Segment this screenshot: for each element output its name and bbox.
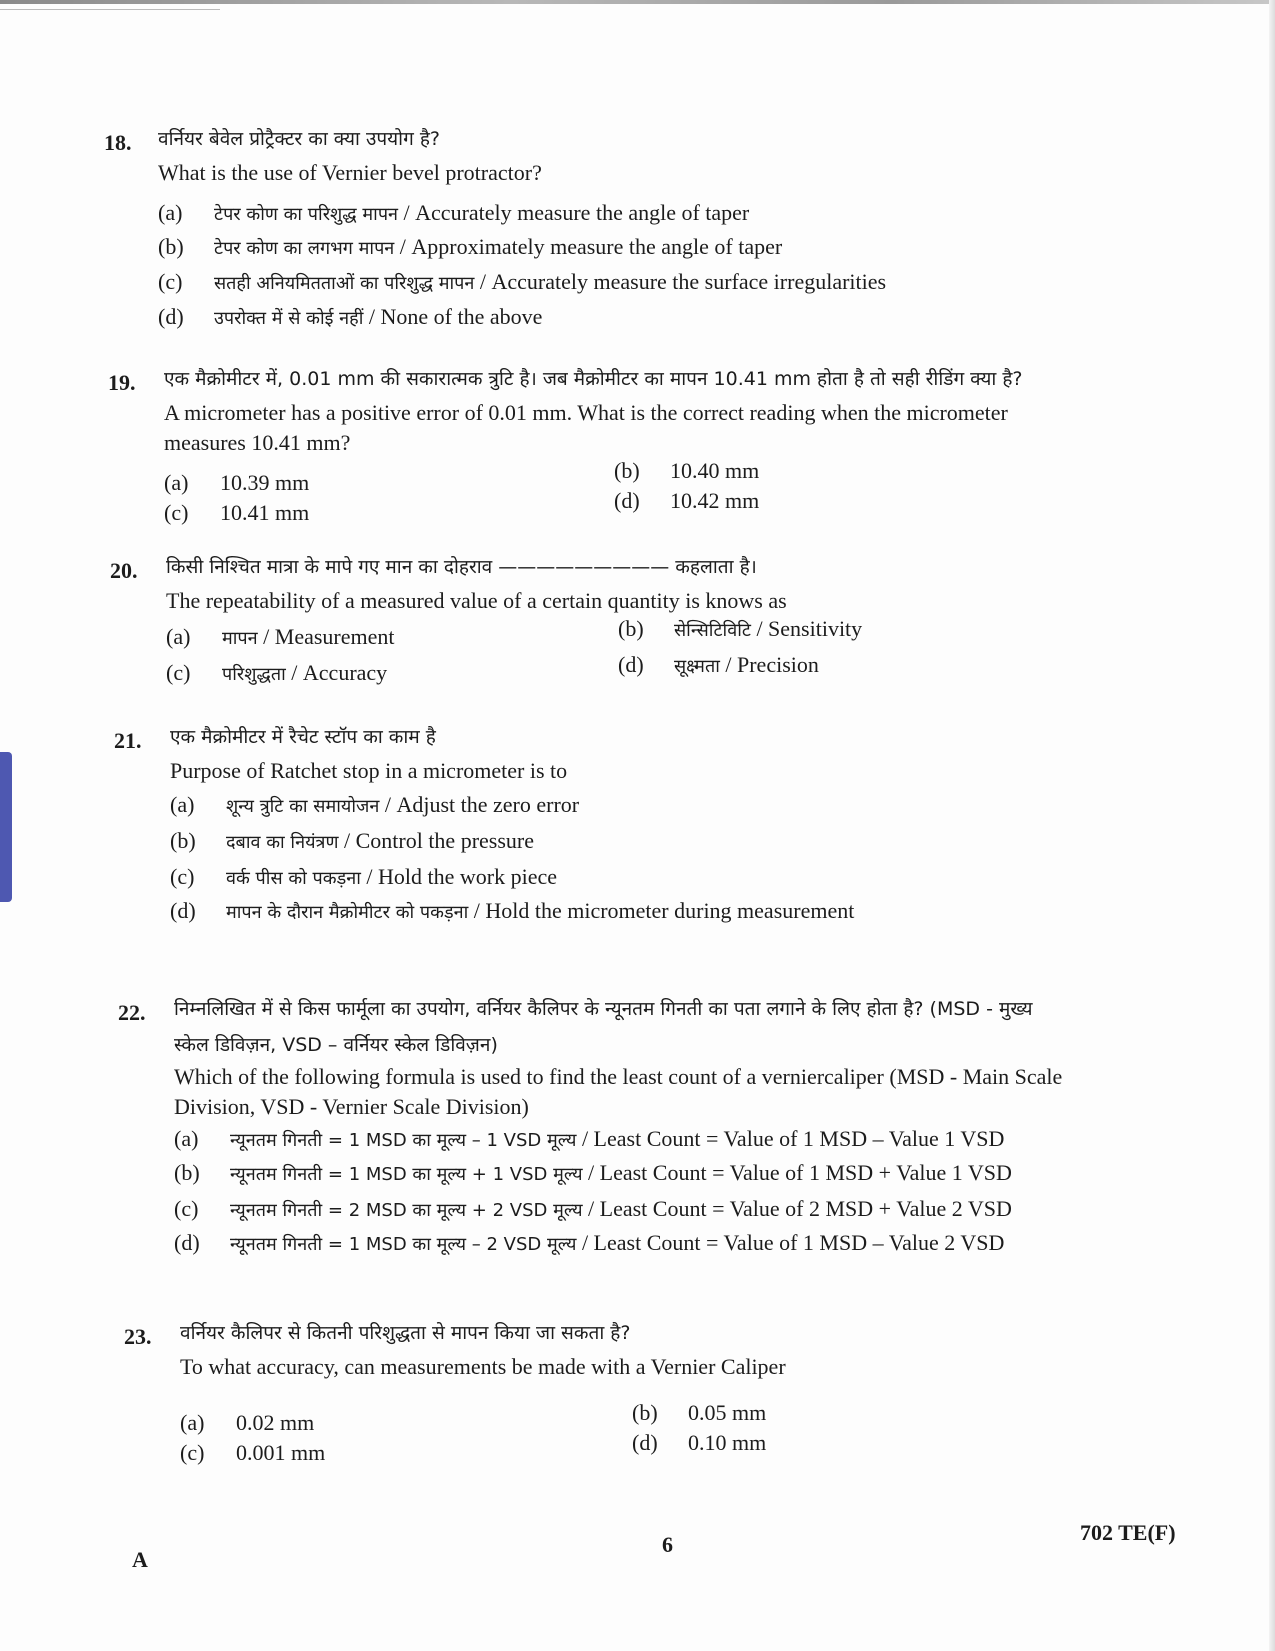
page-number: 6 — [662, 1532, 673, 1557]
option-label: (c) — [180, 1440, 205, 1465]
booklet-series: A — [132, 1547, 148, 1572]
question-text-english: A micrometer has a positive error of 0.01 mm. What is the correct reading when the micrometer — [164, 400, 1008, 425]
question-text-english: To what accuracy, can measurements be made with a Vernier Caliper — [180, 1354, 786, 1379]
option-label: (b) — [158, 234, 184, 259]
option-label: (d) — [614, 488, 640, 513]
option-text-english: / Hold the work piece — [366, 864, 557, 889]
option-d[interactable] — [618, 652, 819, 678]
option-label: (c) — [170, 864, 195, 889]
binder-mark — [0, 752, 12, 902]
question-number: 23. — [124, 1324, 152, 1349]
option-label: (a) — [158, 200, 183, 225]
option-text-english: / None of the above — [368, 304, 543, 329]
option-a[interactable] — [174, 1126, 1004, 1152]
option-text-hindi: सतही अनियमितताओं का परिशुद्ध मापन — [214, 273, 475, 294]
option-text: 10.41 mm — [220, 500, 310, 525]
option-text-hindi: टेपर कोण का लगभग मापन — [214, 238, 395, 259]
scan-right-edge — [1269, 0, 1275, 1651]
scan-top-line — [0, 9, 220, 10]
option-text-hindi: न्यूनतम गिनती = 2 MSD का मूल्य + 2 VSD मूल्य — [230, 1200, 583, 1221]
question-text-english: Purpose of Ratchet stop in a micrometer is to — [170, 758, 568, 783]
question-text-hindi: एक मैक्रोमीटर में रैचेट स्टॉप का काम है — [170, 726, 436, 748]
option-text-english: / Sensitivity — [756, 616, 863, 641]
option-a[interactable] — [166, 624, 395, 650]
option-text-english: / Approximately measure the angle of taper — [399, 234, 783, 259]
option-label: (b) — [614, 458, 640, 483]
option-d[interactable] — [170, 898, 854, 924]
question-18 — [104, 128, 1104, 348]
question-text-english-line2: measures 10.41 mm? — [164, 430, 351, 455]
option-label: (a) — [180, 1410, 205, 1435]
option-text: 10.42 mm — [670, 488, 760, 513]
option-text-hindi: मापन — [222, 628, 258, 649]
option-text-hindi: न्यूनतम गिनती = 1 MSD का मूल्य + 1 VSD मूल्य — [230, 1164, 583, 1185]
option-text-english: / Precision — [725, 652, 819, 677]
option-a[interactable] — [158, 200, 749, 226]
option-text-hindi: दबाव का नियंत्रण — [226, 832, 339, 853]
option-c[interactable] — [174, 1196, 1012, 1222]
option-text-hindi: सेन्सिटिविटि — [674, 620, 751, 641]
option-text-english: / Hold the micrometer during measurement — [473, 898, 855, 923]
question-23 — [124, 1322, 1024, 1465]
option-text-english: / Measurement — [263, 624, 395, 649]
option-a[interactable] — [164, 470, 309, 496]
option-b[interactable] — [618, 616, 862, 642]
question-22 — [118, 998, 1158, 1298]
option-text-english: / Least Count = Value of 1 MSD – Value 1 VSD — [581, 1126, 1005, 1151]
option-label: (b) — [174, 1160, 200, 1185]
option-c[interactable] — [164, 500, 309, 526]
option-c[interactable] — [180, 1440, 325, 1466]
option-text-hindi: न्यूनतम गिनती = 1 MSD का मूल्य – 1 VSD मूल्य — [230, 1130, 577, 1151]
option-text: 0.10 mm — [688, 1430, 767, 1455]
option-label: (a) — [170, 792, 195, 817]
scan-top-edge — [0, 0, 1275, 4]
option-text-english: / Least Count = Value of 1 MSD + Value 1 VSD — [588, 1160, 1012, 1185]
question-number: 22. — [118, 1000, 146, 1025]
option-label: (d) — [618, 652, 644, 677]
option-text: 0.05 mm — [688, 1400, 767, 1425]
option-d[interactable] — [158, 304, 542, 330]
option-b[interactable] — [170, 828, 534, 854]
option-text-hindi: सूक्ष्मता — [674, 656, 720, 677]
option-text-hindi: मापन के दौरान मैक्रोमीटर को पकड़ना — [226, 902, 469, 923]
option-label: (a) — [166, 624, 191, 649]
paper-code: 702 TE(F) — [1080, 1520, 1176, 1545]
question-text-english: The repeatability of a measured value of a certain quantity is knows as — [166, 588, 787, 613]
question-text-hindi: वर्नियर बेवेल प्रोट्रैक्टर का क्या उपयोग है? — [158, 128, 440, 150]
option-label: (b) — [618, 616, 644, 641]
question-number: 20. — [110, 558, 138, 583]
option-text-hindi: न्यूनतम गिनती = 1 MSD का मूल्य – 2 VSD मूल्य — [230, 1234, 577, 1255]
option-a[interactable] — [180, 1410, 314, 1436]
question-text-hindi: निम्नलिखित में से किस फार्मूला का उपयोग, वर्नियर कैलिपर के न्यूनतम गिनती का पता लगाने के लिए होता है? (MSD - मुख्य — [174, 998, 1033, 1020]
option-text-hindi: उपरोक्त में से कोई नहीं — [214, 308, 364, 329]
option-text-english: / Control the pressure — [343, 828, 535, 853]
option-b[interactable] — [158, 234, 782, 260]
question-text-hindi: वर्नियर कैलिपर से कितनी परिशुद्धता से मापन किया जा सकता है? — [180, 1322, 631, 1344]
option-c[interactable] — [170, 864, 557, 890]
question-text-english: Which of the following formula is used to find the least count of a verniercaliper (MSD - Main Scale — [174, 1064, 1063, 1089]
option-label: (c) — [166, 660, 191, 685]
option-label: (a) — [174, 1126, 199, 1151]
option-text-english: / Accurately measure the angle of taper — [403, 200, 750, 225]
question-number: 21. — [114, 728, 142, 753]
option-text-english: / Accurately measure the surface irregularities — [479, 269, 887, 294]
option-text-english: / Accuracy — [291, 660, 388, 685]
option-text-english: / Least Count = Value of 1 MSD – Value 2 VSD — [581, 1230, 1005, 1255]
option-d[interactable] — [632, 1430, 766, 1456]
option-c[interactable] — [166, 660, 387, 686]
question-text-english-line2: Division, VSD - Vernier Scale Division) — [174, 1094, 529, 1119]
option-label: (b) — [632, 1400, 658, 1425]
option-label: (d) — [170, 898, 196, 923]
option-d[interactable] — [614, 488, 759, 514]
option-text-english: / Least Count = Value of 2 MSD + Value 2 VSD — [588, 1196, 1012, 1221]
option-b[interactable] — [632, 1400, 766, 1426]
question-20 — [110, 556, 1010, 706]
option-b[interactable] — [614, 458, 759, 484]
question-21 — [114, 726, 1014, 946]
option-label: (c) — [158, 269, 183, 294]
question-text-hindi-line2: स्केल डिविज़न, VSD – वर्नियर स्केल डिविज़न) — [174, 1034, 498, 1056]
question-text-hindi: किसी निश्चित मात्रा के मापे गए मान का दोहराव ————————— कहलाता है। — [166, 556, 757, 578]
option-label: (b) — [170, 828, 196, 853]
option-label: (a) — [164, 470, 189, 495]
question-number: 18. — [104, 130, 132, 155]
option-label: (c) — [174, 1196, 199, 1221]
question-text-english: What is the use of Vernier bevel protractor? — [158, 160, 542, 185]
option-a[interactable] — [170, 792, 579, 818]
option-text-hindi: शून्य त्रुटि का समायोजन — [226, 796, 380, 817]
question-text-hindi: एक मैक्रोमीटर में, 0.01 mm की सकारात्मक त्रुटि है। जब मैक्रोमीटर का मापन 10.41 mm होता है तो सही रीडिंग क्या है? — [164, 368, 1023, 390]
option-d[interactable] — [174, 1230, 1004, 1256]
option-label: (d) — [632, 1430, 658, 1455]
option-text: 0.001 mm — [236, 1440, 326, 1465]
option-b[interactable] — [174, 1160, 1012, 1186]
question-19 — [108, 368, 1188, 538]
option-text: 10.40 mm — [670, 458, 760, 483]
question-number: 19. — [108, 370, 136, 395]
option-text-hindi: परिशुद्धता — [222, 664, 286, 685]
option-label: (c) — [164, 500, 189, 525]
option-label: (d) — [174, 1230, 200, 1255]
option-text: 0.02 mm — [236, 1410, 315, 1435]
option-text-english: / Adjust the zero error — [384, 792, 580, 817]
option-label: (d) — [158, 304, 184, 329]
option-text-hindi: वर्क पीस को पकड़ना — [226, 868, 361, 889]
option-c[interactable] — [158, 269, 886, 295]
option-text-hindi: टेपर कोण का परिशुद्ध मापन — [214, 204, 399, 225]
option-text: 10.39 mm — [220, 470, 310, 495]
